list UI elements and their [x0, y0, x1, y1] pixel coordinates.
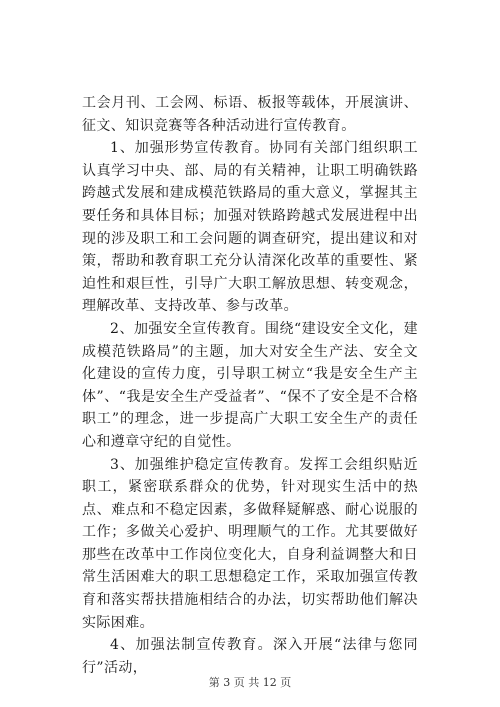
paragraph-situation-education: 1、加强形势宣传教育。协同有关部门组织职工认真学习中央、部、局的有关精神，让职工明确铁路跨越式发展和建成模范铁路局的重大意义，掌握其主要任务和具体目标；加强对铁路跨越式发展进程中出现的涉及职工和工会问题的调查研究，提出建议和对策，帮助和教育职工充分认清深化改革的重要性、紧迫性和艰巨性，引导广大职工解放思想、转变观念，理解改革、支持改革、参与改革。 [82, 140, 418, 315]
paragraph-stability-education: 3、加强维护稳定宣传教育。发挥工会组织贴近职工，紧密联系群众的优势，针对现实生活中的热点、难点和不稳定因素，多做释疑解惑、耐心说服的工作；多做关心爱护、明理顺气的工作。尤其要做好那些在改革中工作岗位变化大，自身利益调整大和日常生活困难大的职工思想稳定工作，采取加强宣传教育和落实帮扶措施相结合的办法，切实帮助他们解决实际困难。 [82, 456, 418, 631]
paragraph-legal-education: 4、加强法制宣传教育。深入开展“法律与您同行”活动， [82, 637, 418, 676]
page-number-footer: 第 3 页 共 12 页 [208, 676, 292, 689]
paragraph-safety-education: 2、加强安全宣传教育。围绕“建设安全文化，建成模范铁路局”的主题，加大对安全生产法、安全文化建设的宣传力度，引导职工树立“我是安全生产主体”、“我是安全生产受益者”、“保不了安全是不合格职工”的理念，进一步提高广大职工安全生产的责任心和遵章守纪的自觉性。 [82, 320, 418, 450]
paragraph-continuation: 工会月刊、工会网、标语、板报等载体，开展演讲、征文、知识竞赛等各种活动进行宣传教育。 [82, 95, 418, 134]
document-body [82, 92, 418, 679]
